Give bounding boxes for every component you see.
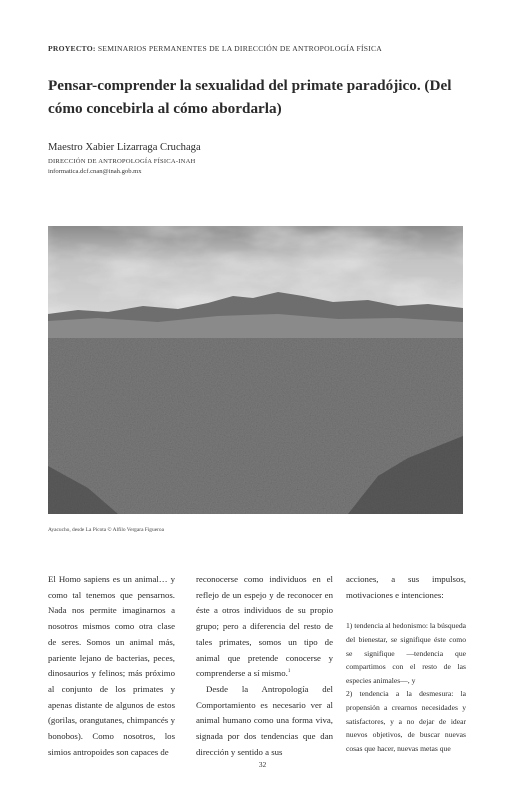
city-landscape-photo (48, 226, 463, 514)
footnote-marker[interactable]: 1 (287, 669, 291, 675)
list-item: 2) tendencia a la desmesura: la propensión a crearnos necesidades y satisfactores, y a no dejar de idear nuevos objetivos, de buscar nuevas cosas que hacer, nuevas metas que (346, 689, 466, 753)
body-column-1 (48, 572, 175, 760)
body-paragraph: acciones, a sus impulsos, motivaciones e intenciones: (346, 574, 466, 600)
section-header-label: PROYECTO: (48, 44, 96, 53)
body-paragraph (196, 572, 333, 682)
body-paragraph: El Homo sapiens es un animal… y como tal tenemos que pensarnos. Nada nos permite imaginarnos a nosotros mismos como otra clase de seres. Somos un animal más, pariente lejano de bacterias, peces, dinosaurios y felinos; más próximo al conjunto de los primates y apenas distante de algunos de estos (gorilas, orangutanes, chimpancés y bonobos). Como nosotros, los simios antropoides son capaces de (48, 574, 175, 757)
author-affiliation: DIRECCIÓN DE ANTROPOLOGÍA FÍSICA-INAH (48, 158, 196, 165)
section-header-text: SEMINARIOS PERMANENTES DE LA DIRECCIÓN DE ANTROPOLOGÍA FÍSICA (95, 44, 383, 53)
page-number: 32 (258, 760, 267, 769)
author-name: Maestro Xabier Lizarraga Cruchaga (48, 142, 201, 153)
photo-caption: Ayacucho, desde La Picota © Alfilo Vergara Figueroa (48, 527, 164, 533)
body-paragraph: Desde la Antropología del Comportamiento es necesario ver al animal humano como una forma viva, signada por dos tendencias que dan dirección y sentido a sus (196, 683, 333, 757)
body-paragraph-text: reconocerse como individuos en el reflejo de un espejo y de reconocer en éste a otros individuos de su propio grupo; pero a diferencia del resto de tales primates, somos un tipo de animal que pretende conocerse y comprenderse a sí mismo. (196, 574, 333, 679)
body-column-2 (196, 572, 333, 760)
list-item: 1) tendencia al hedonismo: la búsqueda del bienestar, se signifique éste como se signifique —tendencia que compartimos con el resto de las especies animales—, y (346, 621, 466, 685)
section-header (48, 44, 468, 53)
author-email: informatica.dcf.cnan@inah.gob.mx (48, 168, 142, 175)
article-title: Pensar-comprender la sexualidad del primate paradójico. (Del cómo concebirla al cómo abordarla) (48, 77, 452, 117)
body-column-3 (346, 572, 466, 755)
